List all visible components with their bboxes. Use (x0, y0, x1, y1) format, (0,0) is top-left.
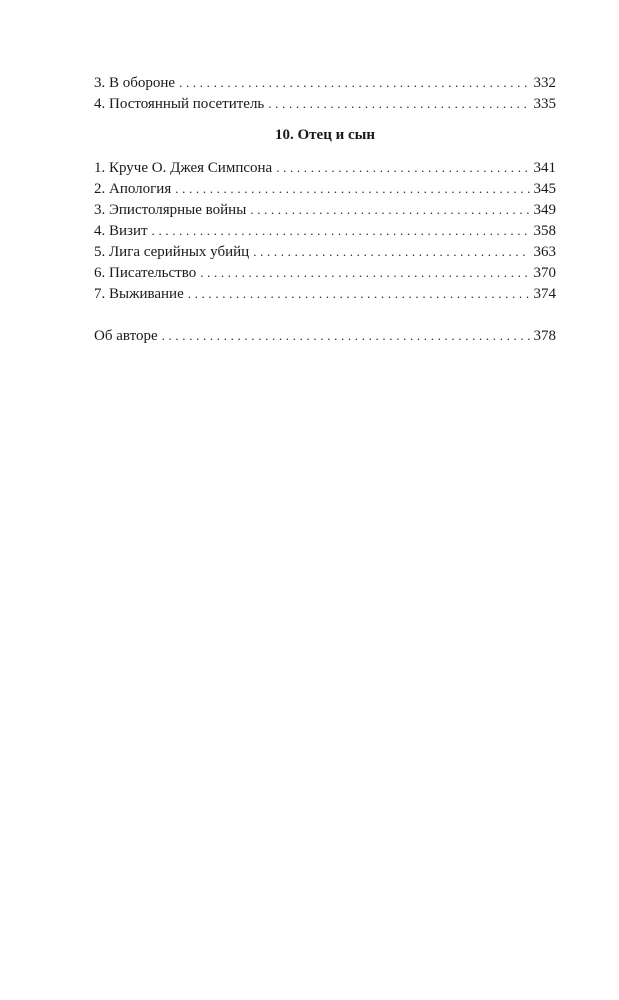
section-heading: 10. Отец и сын (275, 127, 375, 143)
dot-leader (179, 72, 529, 93)
dot-leader (200, 262, 529, 283)
toc-entry (94, 220, 556, 241)
toc-entry-title: 4. Постоянный посетитель (94, 96, 265, 112)
dot-leader (188, 283, 530, 304)
toc-entry-title: 1. Круче О. Джея Симпсона (94, 160, 273, 176)
toc-entry-title: 3. Эпистолярные войны (94, 202, 247, 218)
toc-entry (94, 178, 556, 199)
toc-entry-page: 358 (533, 223, 556, 239)
toc-entry-title: 5. Лига серийных убийц (94, 244, 250, 260)
dot-leader (152, 220, 530, 241)
toc-entry-page: 363 (533, 244, 556, 260)
toc-entry-page: 332 (533, 75, 556, 91)
table-of-contents (94, 72, 556, 346)
toc-entry (94, 93, 556, 114)
toc-entry (94, 262, 556, 283)
toc-entry-about-author (94, 325, 556, 346)
dot-leader (175, 178, 529, 199)
toc-entry-title: 2. Апология (94, 181, 172, 197)
toc-entry-page: 349 (533, 202, 556, 218)
toc-entry (94, 199, 556, 220)
toc-entry-title: 4. Визит (94, 223, 148, 239)
dot-leader (276, 157, 529, 178)
toc-entry (94, 241, 556, 262)
toc-entry (94, 157, 556, 178)
toc-entry-title: 6. Писательство (94, 265, 197, 281)
toc-entry-page: 374 (533, 286, 556, 302)
toc-entry-title: 3. В обороне (94, 75, 176, 91)
toc-entry-title: Об авторе (94, 328, 158, 344)
toc-entry-page: 378 (533, 328, 556, 344)
toc-entry (94, 72, 556, 93)
toc-entry-page: 341 (533, 160, 556, 176)
dot-leader (162, 325, 530, 346)
toc-entry-page: 370 (533, 265, 556, 281)
dot-leader (250, 199, 529, 220)
toc-entry (94, 283, 556, 304)
toc-entry-title: 7. Выживание (94, 286, 184, 302)
blank-line (94, 304, 556, 325)
toc-entry-page: 335 (533, 96, 556, 112)
dot-leader (253, 241, 529, 262)
toc-entry-page: 345 (533, 181, 556, 197)
dot-leader (268, 93, 529, 114)
